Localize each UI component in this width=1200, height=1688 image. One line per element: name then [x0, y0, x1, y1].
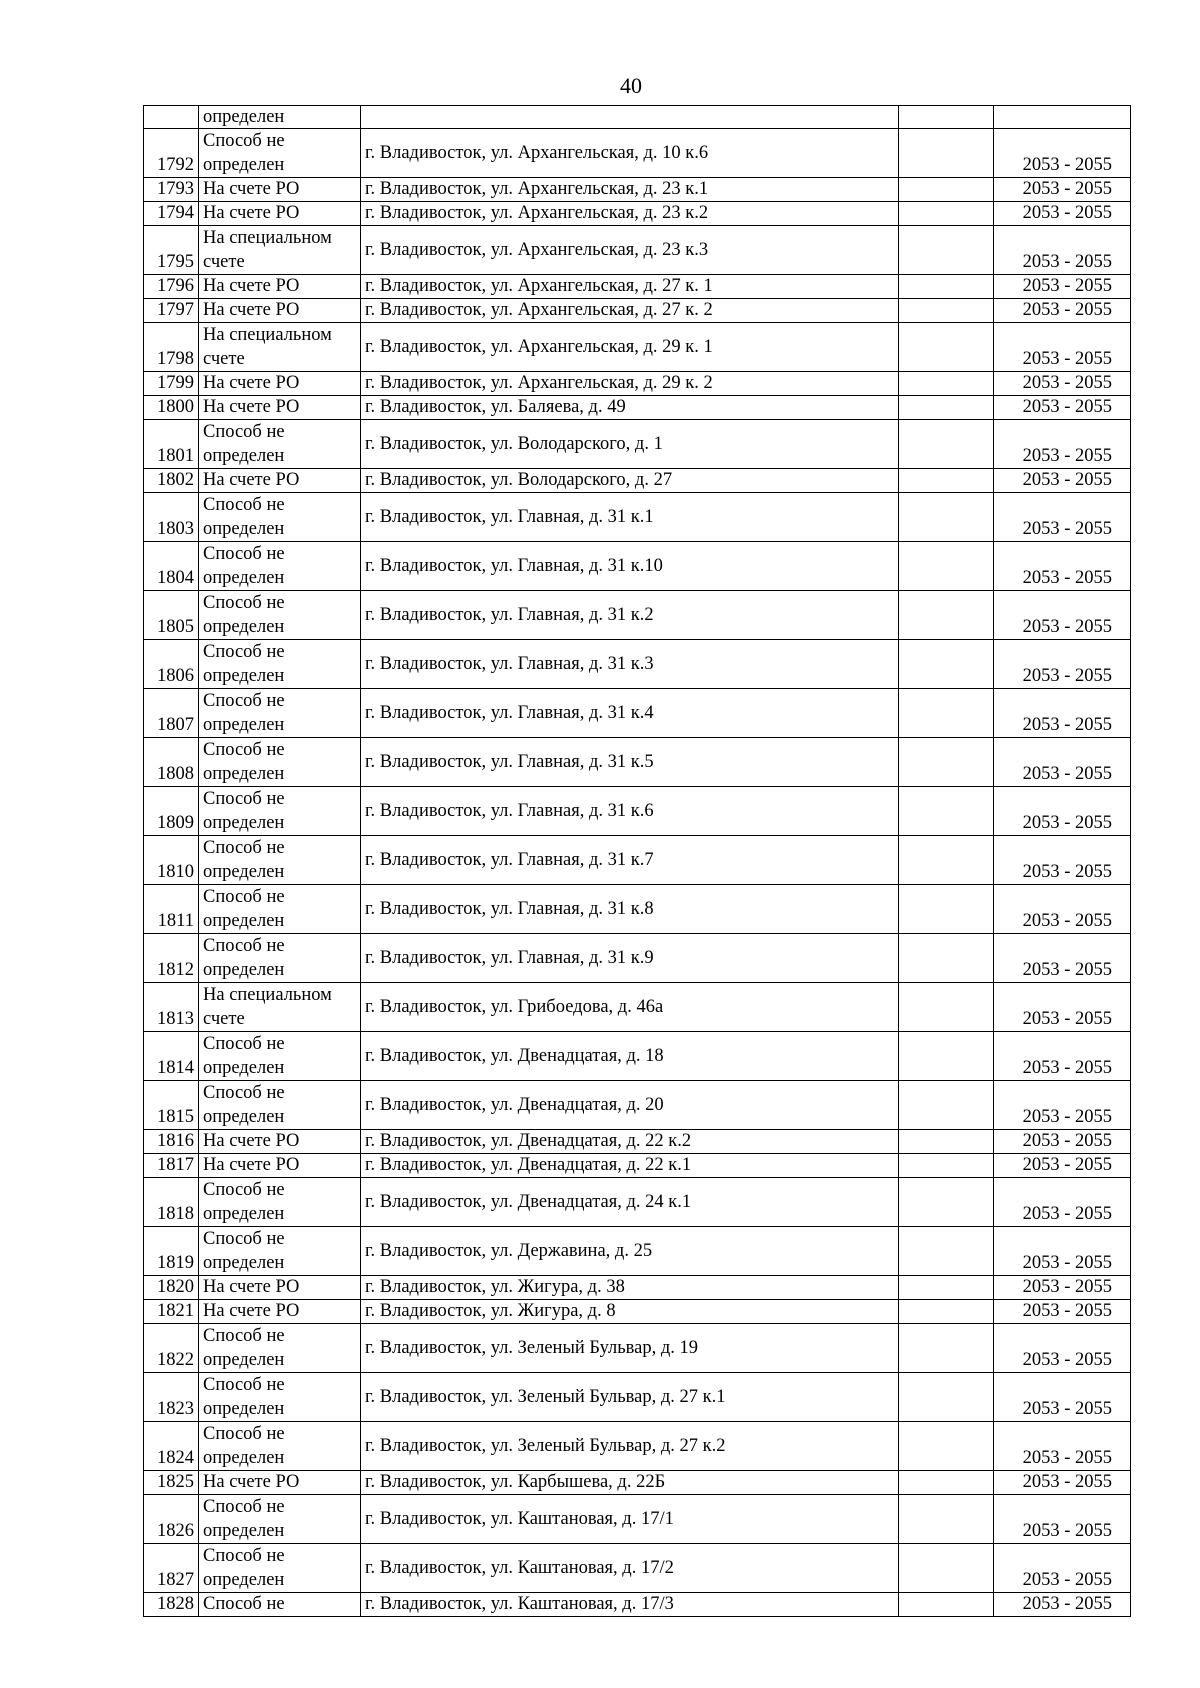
row-method: На счете РО: [199, 469, 361, 493]
row-period: 2053 - 2055: [994, 934, 1131, 983]
row-method: Способ не определен: [199, 640, 361, 689]
row-period: [994, 106, 1131, 129]
row-method: Способ не определен: [199, 129, 361, 178]
row-method: На счете РО: [199, 178, 361, 202]
table-row: [144, 983, 1131, 1032]
row-period: 2053 - 2055: [994, 591, 1131, 640]
row-number: 1802: [144, 469, 199, 493]
table-row: [144, 1324, 1131, 1373]
table-row: [144, 1154, 1131, 1178]
row-method: Способ не определен: [199, 1227, 361, 1276]
row-period: 2053 - 2055: [994, 1373, 1131, 1422]
row-period: 2053 - 2055: [994, 1324, 1131, 1373]
row-method: На специальном счете: [199, 983, 361, 1032]
row-address: г. Владивосток, ул. Двенадцатая, д. 22 к.2: [361, 1130, 899, 1154]
row-number: 1815: [144, 1081, 199, 1130]
row-empty-cell: [899, 323, 994, 372]
row-method: Способ не определен: [199, 1373, 361, 1422]
table-row: [144, 787, 1131, 836]
table-row: [144, 129, 1131, 178]
table-row: [144, 420, 1131, 469]
table-row: [144, 226, 1131, 275]
row-empty-cell: [899, 787, 994, 836]
row-empty-cell: [899, 542, 994, 591]
table-row: [144, 396, 1131, 420]
row-period: 2053 - 2055: [994, 787, 1131, 836]
row-number: 1797: [144, 299, 199, 323]
row-number: 1821: [144, 1300, 199, 1324]
row-period: 2053 - 2055: [994, 323, 1131, 372]
row-number: 1828: [144, 1593, 199, 1617]
table-row: [144, 178, 1131, 202]
row-empty-cell: [899, 1471, 994, 1495]
table-row: [144, 1422, 1131, 1471]
row-number: 1807: [144, 689, 199, 738]
row-method: Способ не определен: [199, 1178, 361, 1227]
row-period: 2053 - 2055: [994, 640, 1131, 689]
row-number: 1806: [144, 640, 199, 689]
row-number: 1803: [144, 493, 199, 542]
row-number: 1800: [144, 396, 199, 420]
row-address: г. Владивосток, ул. Каштановая, д. 17/2: [361, 1544, 899, 1593]
row-period: 2053 - 2055: [994, 689, 1131, 738]
row-address: г. Владивосток, ул. Карбышева, д. 22Б: [361, 1471, 899, 1495]
row-period: 2053 - 2055: [994, 1227, 1131, 1276]
row-method: Способ не определен: [199, 1032, 361, 1081]
row-number: 1822: [144, 1324, 199, 1373]
row-address: г. Владивосток, ул. Баляева, д. 49: [361, 396, 899, 420]
table-row: [144, 738, 1131, 787]
row-method: На счете РО: [199, 372, 361, 396]
row-period: 2053 - 2055: [994, 493, 1131, 542]
row-number: 1810: [144, 836, 199, 885]
row-number: 1816: [144, 1130, 199, 1154]
row-method: Способ не определен: [199, 591, 361, 640]
row-number: 1804: [144, 542, 199, 591]
row-method: Способ не: [199, 1593, 361, 1617]
row-address: г. Владивосток, ул. Грибоедова, д. 46а: [361, 983, 899, 1032]
row-method: Способ не определен: [199, 493, 361, 542]
row-address: г. Владивосток, ул. Главная, д. 31 к.7: [361, 836, 899, 885]
row-number: 1809: [144, 787, 199, 836]
table-row: [144, 323, 1131, 372]
row-address: г. Владивосток, ул. Зеленый Бульвар, д. 19: [361, 1324, 899, 1373]
row-address: г. Владивосток, ул. Архангельская, д. 27 к. 2: [361, 299, 899, 323]
row-period: 2053 - 2055: [994, 372, 1131, 396]
row-address: г. Владивосток, ул. Архангельская, д. 23 к.1: [361, 178, 899, 202]
row-number: 1811: [144, 885, 199, 934]
row-empty-cell: [899, 1593, 994, 1617]
row-method: Способ не определен: [199, 1495, 361, 1544]
register-body: [144, 106, 1131, 1617]
row-method: На счете РО: [199, 1130, 361, 1154]
row-empty-cell: [899, 689, 994, 738]
row-address: г. Владивосток, ул. Жигура, д. 38: [361, 1276, 899, 1300]
row-address: г. Владивосток, ул. Архангельская, д. 23 к.2: [361, 202, 899, 226]
row-method: На счете РО: [199, 202, 361, 226]
table-row: [144, 1032, 1131, 1081]
row-address: г. Владивосток, ул. Двенадцатая, д. 18: [361, 1032, 899, 1081]
row-number: 1801: [144, 420, 199, 469]
row-empty-cell: [899, 983, 994, 1032]
row-period: 2053 - 2055: [994, 226, 1131, 275]
row-period: 2053 - 2055: [994, 129, 1131, 178]
row-address: г. Владивосток, ул. Главная, д. 31 к.1: [361, 493, 899, 542]
row-address: г. Владивосток, ул. Зеленый Бульвар, д. 27 к.1: [361, 1373, 899, 1422]
row-address: г. Владивосток, ул. Володарского, д. 1: [361, 420, 899, 469]
table-row: [144, 1544, 1131, 1593]
table-row: [144, 299, 1131, 323]
row-empty-cell: [899, 934, 994, 983]
table-row: [144, 1300, 1131, 1324]
row-method: На специальном счете: [199, 226, 361, 275]
row-period: 2053 - 2055: [994, 420, 1131, 469]
row-empty-cell: [899, 738, 994, 787]
row-period: 2053 - 2055: [994, 1471, 1131, 1495]
row-number: 1796: [144, 275, 199, 299]
row-address: г. Владивосток, ул. Каштановая, д. 17/3: [361, 1593, 899, 1617]
row-empty-cell: [899, 202, 994, 226]
row-address: г. Владивосток, ул. Архангельская, д. 23 к.3: [361, 226, 899, 275]
table-row: [144, 542, 1131, 591]
row-method: На счете РО: [199, 1471, 361, 1495]
row-address: г. Владивосток, ул. Главная, д. 31 к.9: [361, 934, 899, 983]
row-empty-cell: [899, 1130, 994, 1154]
row-empty-cell: [899, 372, 994, 396]
table-row: [144, 1081, 1131, 1130]
row-method: На счете РО: [199, 1300, 361, 1324]
table-row: [144, 1130, 1131, 1154]
row-period: 2053 - 2055: [994, 1422, 1131, 1471]
table-row: [144, 1471, 1131, 1495]
continuation-row: [144, 106, 1131, 129]
row-period: 2053 - 2055: [994, 1081, 1131, 1130]
row-period: 2053 - 2055: [994, 1593, 1131, 1617]
row-address: г. Владивосток, ул. Главная, д. 31 к.8: [361, 885, 899, 934]
row-address: г. Владивосток, ул. Архангельская, д. 27 к. 1: [361, 275, 899, 299]
row-period: 2053 - 2055: [994, 1130, 1131, 1154]
row-address: г. Владивосток, ул. Главная, д. 31 к.5: [361, 738, 899, 787]
table-row: [144, 493, 1131, 542]
row-method: На счете РО: [199, 1154, 361, 1178]
table-row: [144, 836, 1131, 885]
row-number: [144, 106, 199, 129]
table-row: [144, 469, 1131, 493]
row-period: 2053 - 2055: [994, 836, 1131, 885]
row-period: 2053 - 2055: [994, 1276, 1131, 1300]
table-row: [144, 934, 1131, 983]
row-number: 1820: [144, 1276, 199, 1300]
row-period: 2053 - 2055: [994, 299, 1131, 323]
row-empty-cell: [899, 178, 994, 202]
row-method: Способ не определен: [199, 885, 361, 934]
row-method: Способ не определен: [199, 738, 361, 787]
row-empty-cell: [899, 1495, 994, 1544]
row-number: 1826: [144, 1495, 199, 1544]
row-method: Способ не определен: [199, 836, 361, 885]
table-row: [144, 1178, 1131, 1227]
row-method: Способ не определен: [199, 934, 361, 983]
table-row: [144, 275, 1131, 299]
row-number: 1819: [144, 1227, 199, 1276]
row-period: 2053 - 2055: [994, 885, 1131, 934]
table-row: [144, 591, 1131, 640]
row-empty-cell: [899, 1544, 994, 1593]
row-number: 1824: [144, 1422, 199, 1471]
table-row: [144, 202, 1131, 226]
row-empty-cell: [899, 1032, 994, 1081]
row-period: 2053 - 2055: [994, 1300, 1131, 1324]
table-row: [144, 1495, 1131, 1544]
row-empty-cell: [899, 493, 994, 542]
row-method: На счете РО: [199, 1276, 361, 1300]
row-period: 2053 - 2055: [994, 275, 1131, 299]
row-empty-cell: [899, 1422, 994, 1471]
row-address: г. Владивосток, ул. Володарского, д. 27: [361, 469, 899, 493]
row-number: 1823: [144, 1373, 199, 1422]
row-empty-cell: [899, 1276, 994, 1300]
row-empty-cell: [899, 836, 994, 885]
table-row: [144, 689, 1131, 738]
row-period: 2053 - 2055: [994, 542, 1131, 591]
row-number: 1817: [144, 1154, 199, 1178]
row-method: На специальном счете: [199, 323, 361, 372]
page-number: 40: [620, 73, 642, 98]
row-number: 1808: [144, 738, 199, 787]
row-address: г. Владивосток, ул. Двенадцатая, д. 24 к.1: [361, 1178, 899, 1227]
row-period: 2053 - 2055: [994, 1032, 1131, 1081]
row-address: г. Владивосток, ул. Архангельская, д. 10 к.6: [361, 129, 899, 178]
row-empty-cell: [899, 469, 994, 493]
row-period: 2053 - 2055: [994, 202, 1131, 226]
row-method: Способ не определен: [199, 1324, 361, 1373]
row-number: 1793: [144, 178, 199, 202]
row-method: Способ не определен: [199, 542, 361, 591]
row-address: г. Владивосток, ул. Главная, д. 31 к.2: [361, 591, 899, 640]
row-empty-cell: [899, 1300, 994, 1324]
row-empty-cell: [899, 1154, 994, 1178]
row-method: Способ не определен: [199, 420, 361, 469]
table-row: [144, 1593, 1131, 1617]
row-number: 1813: [144, 983, 199, 1032]
row-number: 1827: [144, 1544, 199, 1593]
row-method: На счете РО: [199, 299, 361, 323]
row-period: 2053 - 2055: [994, 1178, 1131, 1227]
row-number: 1805: [144, 591, 199, 640]
row-address: г. Владивосток, ул. Главная, д. 31 к.10: [361, 542, 899, 591]
row-empty-cell: [899, 1373, 994, 1422]
row-number: 1794: [144, 202, 199, 226]
row-address: г. Владивосток, ул. Главная, д. 31 к.3: [361, 640, 899, 689]
row-method: На счете РО: [199, 396, 361, 420]
row-address: г. Владивосток, ул. Главная, д. 31 к.6: [361, 787, 899, 836]
row-empty-cell: [899, 1324, 994, 1373]
table-row: [144, 1227, 1131, 1276]
row-address: [361, 106, 899, 129]
row-method: определен: [199, 106, 361, 129]
row-address: г. Владивосток, ул. Архангельская, д. 29 к. 1: [361, 323, 899, 372]
row-number: 1814: [144, 1032, 199, 1081]
table-row: [144, 1276, 1131, 1300]
row-empty-cell: [899, 396, 994, 420]
row-method: Способ не определен: [199, 689, 361, 738]
row-number: 1825: [144, 1471, 199, 1495]
housing-register-table: [143, 105, 1131, 1617]
row-period: 2053 - 2055: [994, 1154, 1131, 1178]
row-method: Способ не определен: [199, 1422, 361, 1471]
row-period: 2053 - 2055: [994, 983, 1131, 1032]
row-address: г. Владивосток, ул. Архангельская, д. 29 к. 2: [361, 372, 899, 396]
row-address: г. Владивосток, ул. Державина, д. 25: [361, 1227, 899, 1276]
row-period: 2053 - 2055: [994, 738, 1131, 787]
row-empty-cell: [899, 106, 994, 129]
row-number: 1798: [144, 323, 199, 372]
row-address: г. Владивосток, ул. Зеленый Бульвар, д. 27 к.2: [361, 1422, 899, 1471]
row-period: 2053 - 2055: [994, 469, 1131, 493]
row-empty-cell: [899, 1227, 994, 1276]
row-empty-cell: [899, 129, 994, 178]
row-empty-cell: [899, 1178, 994, 1227]
row-empty-cell: [899, 420, 994, 469]
row-address: г. Владивосток, ул. Главная, д. 31 к.4: [361, 689, 899, 738]
row-empty-cell: [899, 640, 994, 689]
row-number: 1799: [144, 372, 199, 396]
row-number: 1818: [144, 1178, 199, 1227]
row-address: г. Владивосток, ул. Двенадцатая, д. 22 к.1: [361, 1154, 899, 1178]
row-period: 2053 - 2055: [994, 1544, 1131, 1593]
table-row: [144, 640, 1131, 689]
table-row: [144, 885, 1131, 934]
row-empty-cell: [899, 591, 994, 640]
row-empty-cell: [899, 226, 994, 275]
row-method: Способ не определен: [199, 787, 361, 836]
row-empty-cell: [899, 275, 994, 299]
row-period: 2053 - 2055: [994, 178, 1131, 202]
row-method: Способ не определен: [199, 1544, 361, 1593]
row-period: 2053 - 2055: [994, 1495, 1131, 1544]
row-number: 1812: [144, 934, 199, 983]
row-method: На счете РО: [199, 275, 361, 299]
row-address: г. Владивосток, ул. Каштановая, д. 17/1: [361, 1495, 899, 1544]
row-empty-cell: [899, 885, 994, 934]
row-number: 1795: [144, 226, 199, 275]
row-address: г. Владивосток, ул. Двенадцатая, д. 20: [361, 1081, 899, 1130]
row-address: г. Владивосток, ул. Жигура, д. 8: [361, 1300, 899, 1324]
row-empty-cell: [899, 1081, 994, 1130]
row-period: 2053 - 2055: [994, 396, 1131, 420]
row-empty-cell: [899, 299, 994, 323]
table-row: [144, 372, 1131, 396]
table-row: [144, 1373, 1131, 1422]
row-method: Способ не определен: [199, 1081, 361, 1130]
row-number: 1792: [144, 129, 199, 178]
